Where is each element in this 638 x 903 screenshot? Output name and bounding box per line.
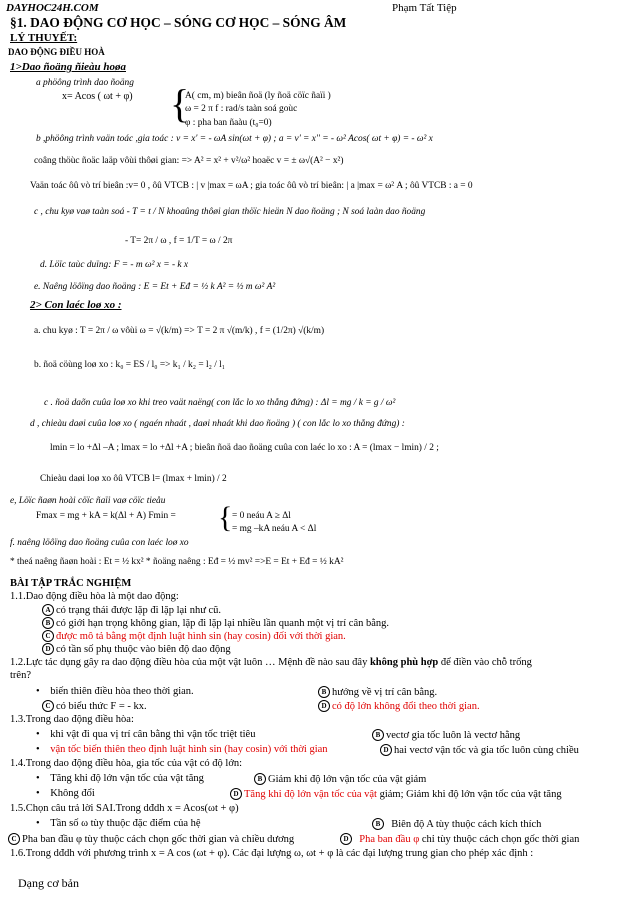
theory-b-line2: coâng thöùc ñoäc laäp vôùi thôøi gian: => A² = x² + v²/ω² hoaëc v = ± ω√(A² − x²): [34, 156, 344, 166]
option-d[interactable]: D có tần số phụ thuộc vào biên độ dao động: [42, 643, 231, 655]
theory-d-line: d. Löïc taùc duïng: F = - m ω² x = - k x: [40, 260, 189, 270]
question-1-2: 1.2.Lực tác dụng gây ra dao động điều hòa của một vật luôn … Mệnh đề nào sau đây không phù hợp để điền vào chỗ trống: [10, 657, 532, 668]
option-c-marker: C: [42, 630, 54, 642]
option-b-marker: B: [254, 773, 266, 785]
theory-b-line: b ,phöông trình vaän toác ,gia toác : v = x' = - ωA sin(ωt + φ) ; a = v' = x'' = - ω² Acos( ωt + φ) = - ω² x: [36, 134, 433, 144]
theory-e-line: e. Naêng löôïng dao ñoäng : E = Et + Eđ = ½ k A² = ½ m ω² A²: [34, 282, 276, 292]
spring-length-equilibrium: Chieàu daøi loø xo ôû VTCB l= (lmax + lmin) / 2: [40, 474, 227, 484]
option-b-marker: B: [372, 729, 384, 741]
author-name: Phạm Tất Tiệp: [392, 2, 457, 14]
option-c[interactable]: • Không đổi: [36, 788, 95, 799]
option-d[interactable]: D có độ lớn không đổi theo thời gian.: [318, 700, 480, 712]
option-a[interactable]: • Tăng khi độ lớn vận tốc của vật tăng: [36, 773, 204, 784]
question-1-5: 1.5.Chọn câu trả lời SAI.Trong dđdh x = Acos(ωt + φ): [10, 803, 239, 814]
equation-x-note: A( cm, m) bieân ñoä (ly ñoä cöïc ñaïi ): [185, 91, 331, 101]
theory-c-line2: - T= 2π / ω , f = 1/T = ω / 2π: [125, 236, 233, 246]
option-b[interactable]: B vectơ gia tốc luôn là vectơ hằng: [372, 729, 520, 741]
theory-heading: LÝ THUYẾT:: [10, 32, 78, 44]
option-b-marker: B: [42, 617, 54, 629]
spring-energy-title: f. naêng löôïng dao ñoäng cuûa con laéc loø xo: [10, 538, 189, 548]
spring-stiffness: b. ñoä cöùng loø xo : k₀ = ES / l₀ => k₁ / k₂ = l₂ / l₁: [34, 360, 226, 370]
option-c-marker: C: [8, 833, 20, 845]
spring-length-title: d , chieàu daøi cuûa loø xo ( ngaén nhaát , daøi nhaát khi dao ñoäng ) ( con lắc lo xo thẳng đứng) :: [30, 419, 405, 429]
equation-phi: φ : pha ban ñaàu (t₀=0): [185, 118, 272, 128]
spring-period: a. chu kyø : T = 2π / ω vôùi ω = √(k/m) => T = 2 π √(m/k) , f = (1/2π) √(k/m): [34, 326, 325, 336]
spring-energy-formulas: * theá naêng ñaøn hoài : Et = ½ kx² * ñoäng naêng : Eđ = ½ mv² =>E = Et + Eđ = ½ kA²: [10, 557, 344, 567]
option-d[interactable]: D Tăng khi độ lớn vận tốc của vật giảm; Giảm khi độ lớn vận tốc của vật tăng: [230, 788, 562, 800]
option-d-marker: D: [230, 788, 242, 800]
theory-a-label: a phöông trình dao ñoäng: [36, 78, 134, 88]
option-c-marker: C: [42, 700, 54, 712]
option-b[interactable]: B có giới hạn trọng không gian, lặp đi lặp lại nhiều lần quanh một vị trí cân bằng.: [42, 617, 389, 629]
option-a-marker: A: [42, 604, 54, 616]
theory-part1-title: 1>Dao ñoäng ñieàu hoøa: [10, 61, 126, 73]
question-1-6: 1.6.Trong dđdh với phương trình x = A cos (ωt + φ). Các đại lượng ω, ωt + φ là các đại lượng trung gian cho phép xác định :: [10, 848, 534, 859]
option-c[interactable]: • vận tốc biến thiên theo định luật hình sin (hay cosin) với thời gian: [36, 744, 328, 755]
option-a[interactable]: • khi vật đi qua vị trí cân bằng thì vận tốc triệt tiêu: [36, 729, 256, 740]
option-a[interactable]: A có trạng thái được lặp đi lặp lại như cũ.: [42, 604, 221, 616]
question-1-2-continued: trên?: [10, 670, 31, 681]
spring-force-min-case2: = mg –kA neáu A < Δl: [232, 524, 317, 534]
option-b-marker: B: [318, 686, 330, 698]
spring-force-title: e, Löïc ñaøn hoài cöïc ñaïi vaø cöïc tieåu: [10, 496, 166, 506]
question-1-4: 1.4.Trong dao động điều hòa, gia tốc của vật có độ lớn:: [10, 758, 243, 769]
theory-part2-title: 2> Con laéc loø xo :: [30, 299, 122, 311]
question-1-3: 1.3.Trong dao động điều hòa:: [10, 714, 134, 725]
theory-c-line: c , chu kyø vaø taàn soá - T = t / N khoaûng thôøi gian thöïc hieän N dao ñoäng ; N soá laàn dao ñoäng: [34, 207, 426, 217]
option-b[interactable]: B hướng về vị trí cân bằng.: [318, 686, 437, 698]
theory-subheading: DAO ĐỘNG ĐIỀU HOÀ: [8, 47, 105, 57]
equation-omega: ω = 2 π f : rad/s taàn soá goùc: [185, 104, 298, 114]
option-b[interactable]: B Biên độ A tùy thuộc cách kích thích: [372, 818, 541, 830]
option-a[interactable]: • biến thiên điều hòa theo thời gian.: [36, 686, 194, 697]
option-b-marker: B: [372, 818, 384, 830]
option-d-marker: D: [42, 643, 54, 655]
brace-symbol: {: [170, 81, 190, 126]
brace-symbol: {: [218, 501, 233, 534]
spring-extension: c . ñoä daõn cuûa loø xo khi treo vaät naëng( con lắc lo xo thẳng đứng) : Δl = mg / k = g / ω²: [44, 398, 396, 408]
option-a[interactable]: • Tần số ω tùy thuộc đặc điểm của hệ: [36, 818, 201, 829]
quiz-heading: BÀI TẬP TRẮC NGHIỆM: [10, 578, 132, 589]
option-c[interactable]: C được mô tả bằng một định luật hình sin (hay cosin) đối với thời gian.: [42, 630, 346, 642]
section-title: §1. DAO ĐỘNG CƠ HỌC – SÓNG CƠ HỌC – SÓNG ÂM: [10, 15, 347, 30]
spring-force-min-case1: = 0 neáu A ≥ Δl: [232, 511, 291, 521]
spring-force-max: Fmax = mg + kA = k(Δl + A) Fmin =: [36, 511, 176, 521]
option-d[interactable]: D hai vectơ vận tốc và gia tốc luôn cùng chiều: [380, 744, 579, 756]
option-c[interactable]: C có biểu thức F = - kx.: [42, 700, 147, 712]
option-d-marker: D: [340, 833, 352, 845]
option-c[interactable]: C Pha ban đầu φ tùy thuộc cách chọn gốc thời gian và chiều dương: [8, 833, 294, 845]
theory-b-line3: Vaän toác ôû vò trí bieân :v= 0 , ôû VTCB : | v |max = ωA ; gia toác ôû vò trí bieân: | a |max = ω² A ; ôû VTCB : a = 0: [30, 181, 473, 191]
question-1-1: 1.1.Dao động điều hòa là một dao động:: [10, 591, 179, 602]
option-d-marker: D: [318, 700, 330, 712]
spring-length-formulas: lmin = lo +Δl –A ; lmax = lo +Δl +A ; bieân ñoä dao ñoäng cuûa con laéc lo xo : A = (lmax − lmin) / 2 ;: [50, 443, 439, 453]
site-name: DAYHOC24H.COM: [6, 2, 99, 14]
equation-x: x= Acos ( ωt + φ): [62, 91, 133, 102]
option-d-marker: D: [380, 744, 392, 756]
option-d[interactable]: D Pha ban đầu φ chỉ tùy thuộc cách chọn gốc thời gian: [340, 833, 579, 845]
option-b[interactable]: B Giảm khi độ lớn vận tốc của vật giảm: [254, 773, 426, 785]
page-footer: Dạng cơ bản: [18, 876, 79, 890]
